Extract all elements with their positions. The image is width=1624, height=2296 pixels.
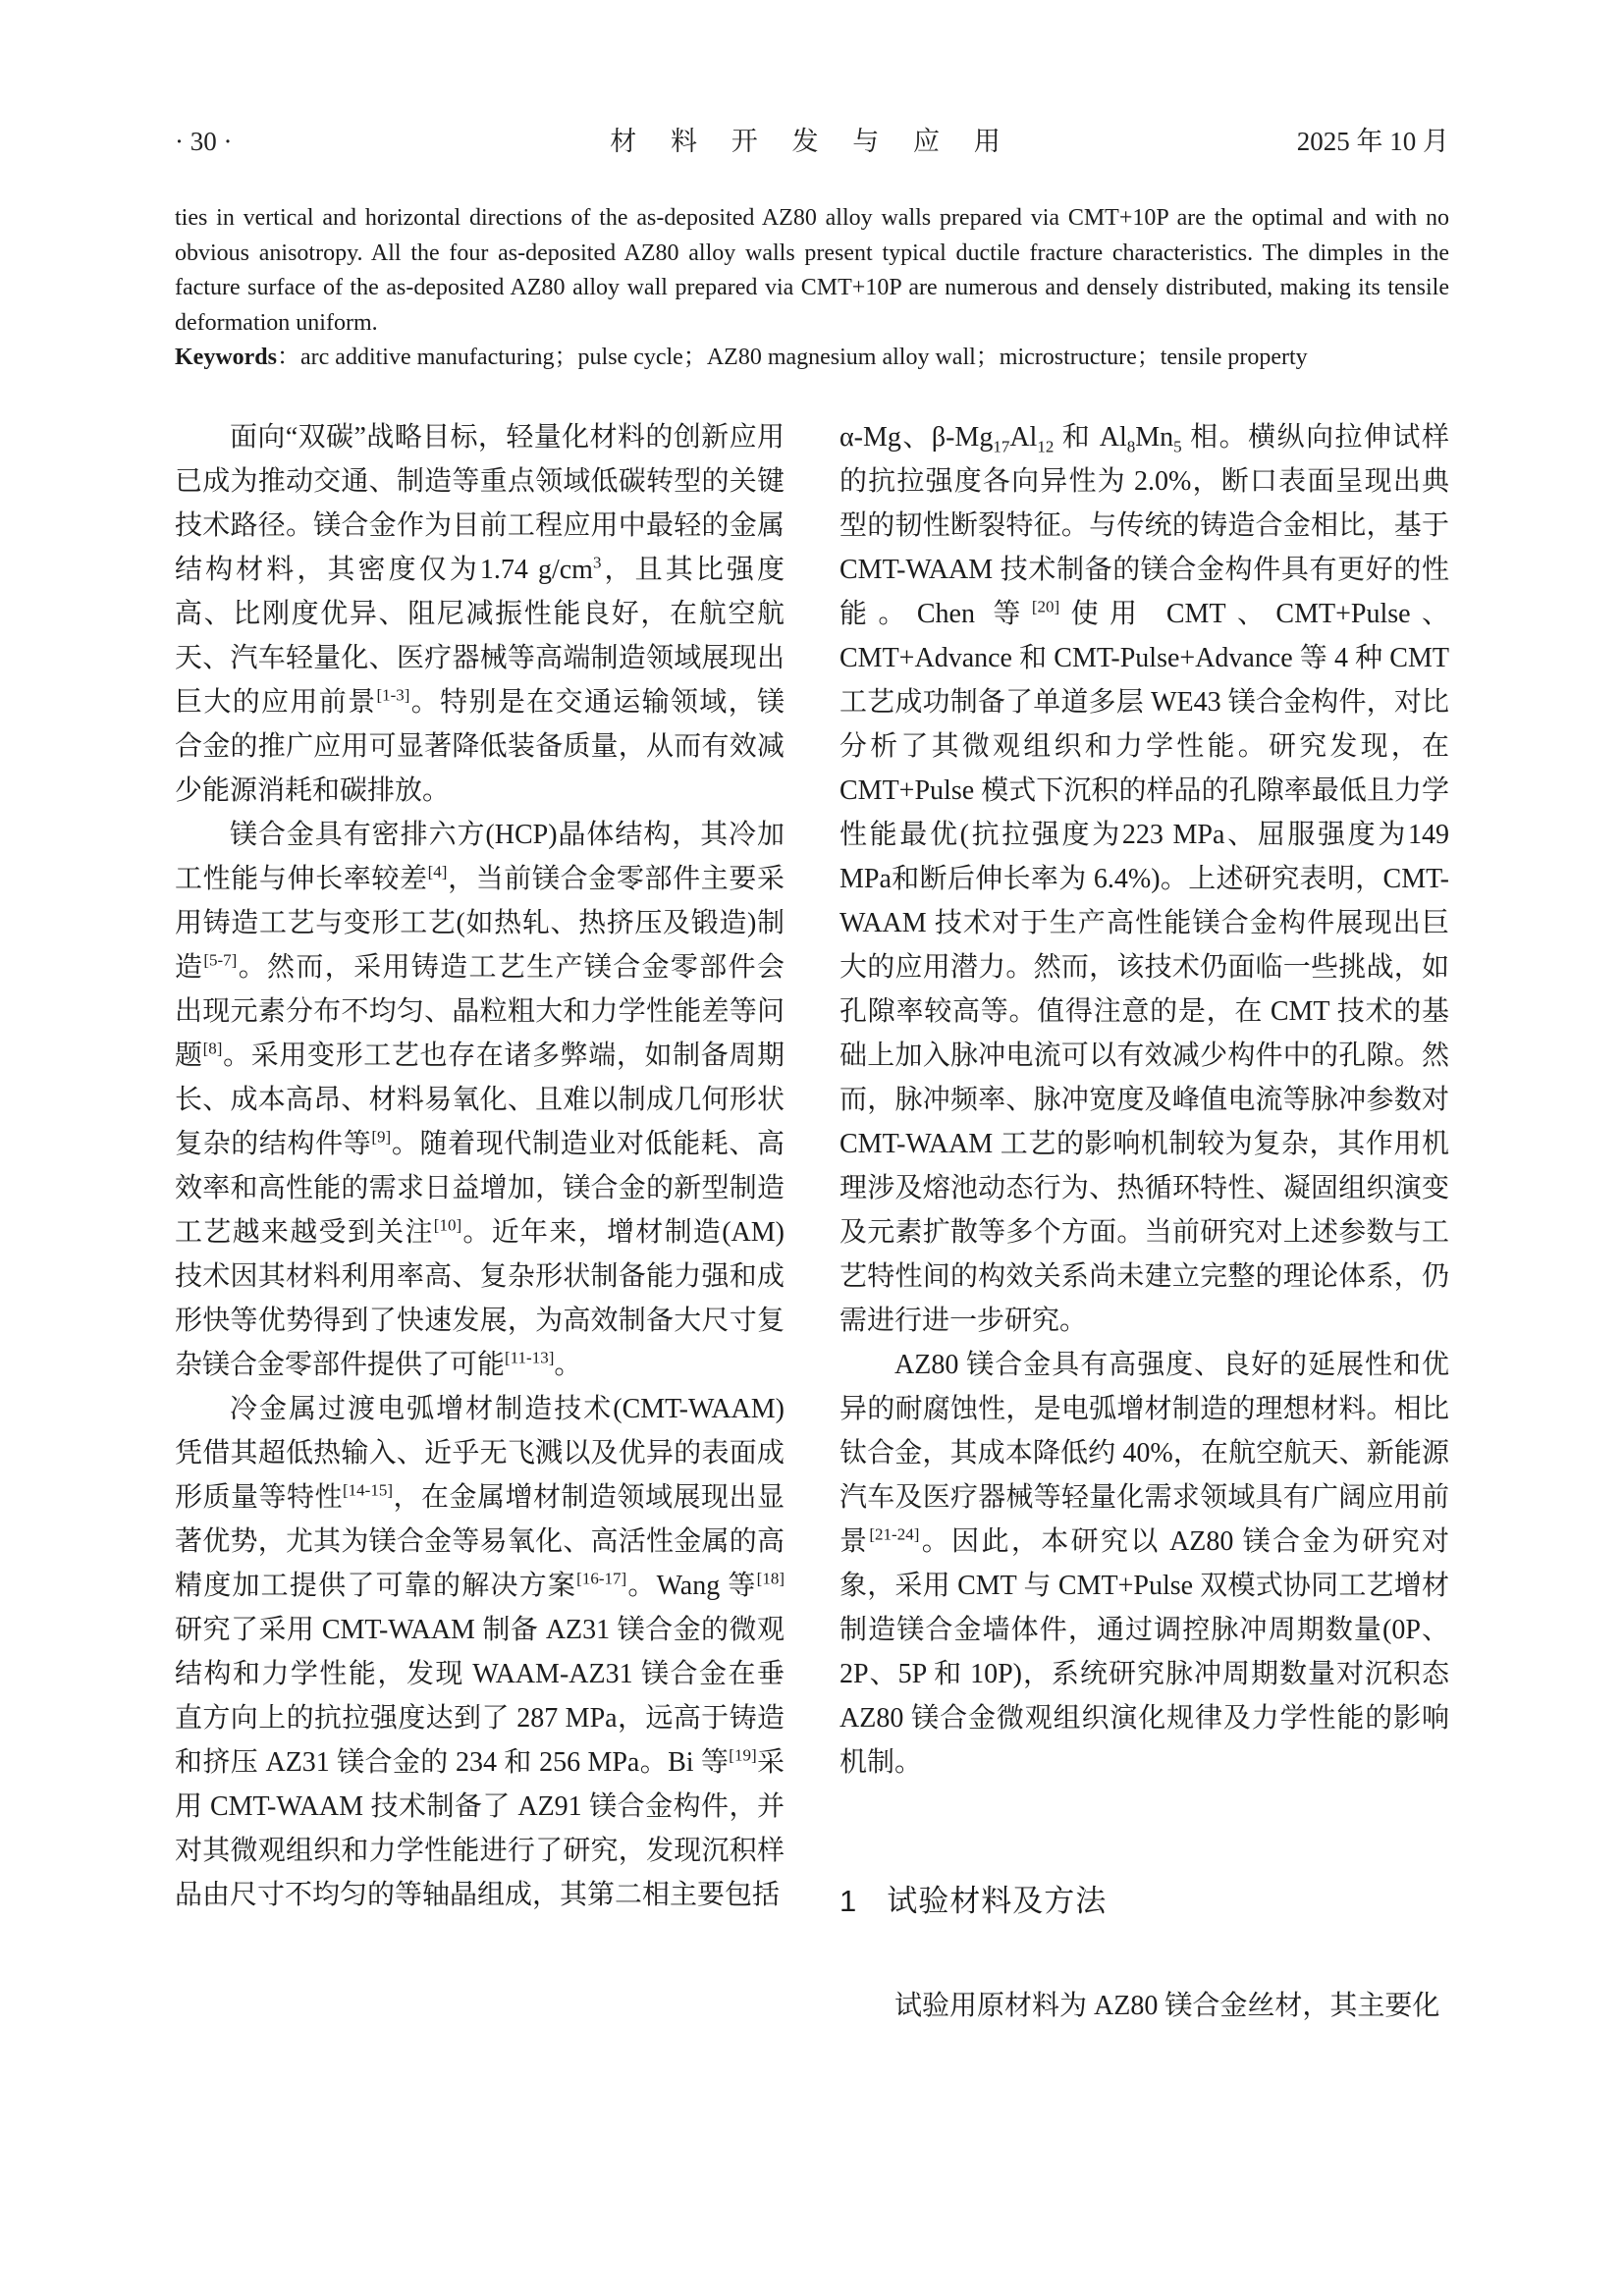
journal-title: 材 料 开 发 与 应 用 bbox=[610, 127, 1014, 156]
reference-marker: [21-24] bbox=[869, 1524, 920, 1544]
page-number: · 30 · bbox=[175, 127, 233, 156]
keywords-text: arc additive manufacturing；pulse cycle；AZ80 magnesium alloy wall；microstructure；tensile property bbox=[300, 345, 1308, 370]
two-column-body bbox=[175, 415, 1449, 2028]
running-head bbox=[175, 120, 1449, 158]
right-column bbox=[839, 415, 1449, 2028]
chemical-subscript: 8 bbox=[1126, 437, 1136, 456]
reference-marker: [4] bbox=[427, 862, 448, 881]
reference-marker: [20] bbox=[1031, 597, 1060, 616]
section-number: 1 bbox=[839, 1883, 858, 1918]
reference-marker: [18] bbox=[756, 1569, 785, 1588]
keywords-line bbox=[175, 341, 1449, 376]
section-title: 试验材料及方法 bbox=[887, 1883, 1108, 1918]
reference-marker: [14-15] bbox=[343, 1480, 393, 1500]
reference-marker: [16-17] bbox=[576, 1569, 627, 1588]
keywords-label: Keywords bbox=[175, 345, 277, 370]
abstract-text: ties in vertical and horizontal directions of the as-deposited AZ80 alloy walls prepared via CMT+10P are the optimal and with no obvious anisotropy. All the four as-deposited AZ80 alloy walls present typical ductile fracture characteristics. The dimples in the facture surface of the as-deposited AZ80 alloy wall prepared via CMT+10P are numerous and densely distributed, making its tensile deformation uniform. bbox=[175, 205, 1449, 336]
body-paragraph: 镁合金具有密排六方(HCP)晶体结构，其冷加工性能与伸长率较差[4]，当前镁合金零部件主要采用铸造工艺与变形工艺(如热轧、热挤压及锻造)制造[5-7]。然而，采用铸造工艺生产镁合金零部件会出现元素分布不均匀、晶粒粗大和力学性能差等问题[8]。采用变形工艺也存在诸多弊端，如制备周期长、成本高昂、材料易氧化、且难以制成几何形状复杂的结构件等[9]。随着现代制造业对低能耗、高效率和高性能的需求日益增加，镁合金的新型制造工艺越来越受到关注[10]。近年来，增材制造(AM)技术因其材料利用率高、复杂形状制备能力强和成形快等优势得到了快速发展，为高效制备大尺寸复杂镁合金零部件提供了可能[11-13]。 bbox=[175, 819, 785, 1380]
reference-marker: [5-7] bbox=[203, 950, 238, 970]
chemical-subscript: 5 bbox=[1173, 437, 1182, 456]
body-paragraph: 冷金属过渡电弧增材制造技术(CMT-WAAM)凭借其超低热输入、近乎无飞溅以及优异的表面成形质量等特性[14-15]，在金属增材制造领域展现出显著优势，尤其为镁合金等易氧化、高活性金属的高精度加工提供了可靠的解决方案[16-17]。Wang 等[18]研究了采用 CMT-WAAM 制备 AZ31 镁合金的微观结构和力学性能，发现 WAAM-AZ31 镁合金在垂直方向上的抗拉强度达到了 287 MPa，远高于铸造和挤压 AZ31 镁合金的 234 和 256 MPa。Bi 等[19]采用 CMT-WAAM 技术制备了 AZ91 镁合金构件，并对其微观组织和力学性能进行了研究，发现沉积样品由尺寸不均匀的等轴晶组成，其第二相主要包括 bbox=[175, 1393, 785, 1910]
reference-marker: [9] bbox=[371, 1127, 392, 1147]
left-column bbox=[175, 415, 785, 2028]
reference-marker: [19] bbox=[729, 1745, 757, 1765]
reference-marker: [11-13] bbox=[505, 1348, 555, 1367]
chemical-subscript: 17 bbox=[993, 437, 1010, 456]
reference-marker: 3 bbox=[592, 553, 602, 572]
body-paragraph: α-Mg、$\beta-Mg_{17}Al_{12}$ 和 $Al_8Mn_5$ 相。横纵向拉伸试样的抗拉强度各向异性为 2.0%，断口表面呈现出典型的韧性断裂特征。与传统的铸造合金相比，基于 CMT-WAAM 技术制备的镁合金构件具有更好的性能。Chen 等[20]使用 CMT、CMT+Pulse、CMT+Advance 和 CMT-Pulse+Advance 等 4 种 CMT 工艺成功制备了单道多层 WE43 镁合金构件，对比分析了其微观组织和力学性能。研究发现，在 CMT+Pulse 模式下沉积的样品的孔隙率最低且力学性能最优(抗拉强度为223 MPa、屈服强度为149 MPa和断后伸长率为 6.4%)。上述研究表明，CMT-WAAM 技术对于生产高性能镁合金构件展现出巨大的应用潜力。然而，该技术仍面临一些挑战，如孔隙率较高等。值得注意的是，在 CMT 技术的基础上加入脉冲电流可以有效减少构件中的孔隙。然而，脉冲频率、脉冲宽度及峰值电流等脉冲参数对 CMT-WAAM 工艺的影响机制较为复杂，其作用机理涉及熔池动态行为、热循环特性、凝固组织演变及元素扩散等多个方面。当前研究对上述参数与工艺特性间的构效关系尚未建立完整的理论体系，仍需进行进一步研究。 bbox=[839, 421, 1449, 1336]
chemical-subscript: 12 bbox=[1037, 437, 1055, 456]
reference-marker: [1-3] bbox=[376, 685, 410, 705]
section-heading bbox=[839, 1879, 1449, 1923]
abstract-continuation bbox=[175, 201, 1449, 376]
issue-date: 2025 年 10 月 bbox=[1296, 127, 1449, 156]
body-paragraph: 试验用原材料为 AZ80 镁合金丝材，其主要化 bbox=[894, 1990, 1440, 2021]
reference-marker: [8] bbox=[202, 1039, 223, 1058]
body-paragraph: 面向“双碳”战略目标，轻量化材料的创新应用已成为推动交通、制造等重点领域低碳转型的关键技术路径。镁合金作为目前工程应用中最轻的金属结构材料，其密度仅为1.74 g/cm$^3$，且其比强度高、比刚度优异、阻尼减振性能良好，在航空航天、汽车轻量化、医疗器械等高端制造领域展现出巨大的应用前景[1-3]。特别是在交通运输领域，镁合金的推广应用可显著降低装备质量，从而有效减少能源消耗和碳排放。 bbox=[175, 421, 785, 806]
body-paragraph: AZ80 镁合金具有高强度、良好的延展性和优异的耐腐蚀性，是电弧增材制造的理想材料。相比钛合金，其成本降低约 40%，在航空航天、新能源汽车及医疗器械等轻量化需求领域具有广阔应用前景[21-24]。因此，本研究以 AZ80 镁合金为研究对象，采用 CMT 与 CMT+Pulse 双模式协同工艺增材制造镁合金墙体件，通过调控脉冲周期数量(0P、2P、5P 和 10P)，系统研究脉冲周期数量对沉积态 AZ80 镁合金微观组织演化规律及力学性能的影响机制。 bbox=[839, 1349, 1449, 1778]
reference-marker: [10] bbox=[433, 1215, 462, 1235]
keywords-colon: ： bbox=[277, 345, 300, 370]
